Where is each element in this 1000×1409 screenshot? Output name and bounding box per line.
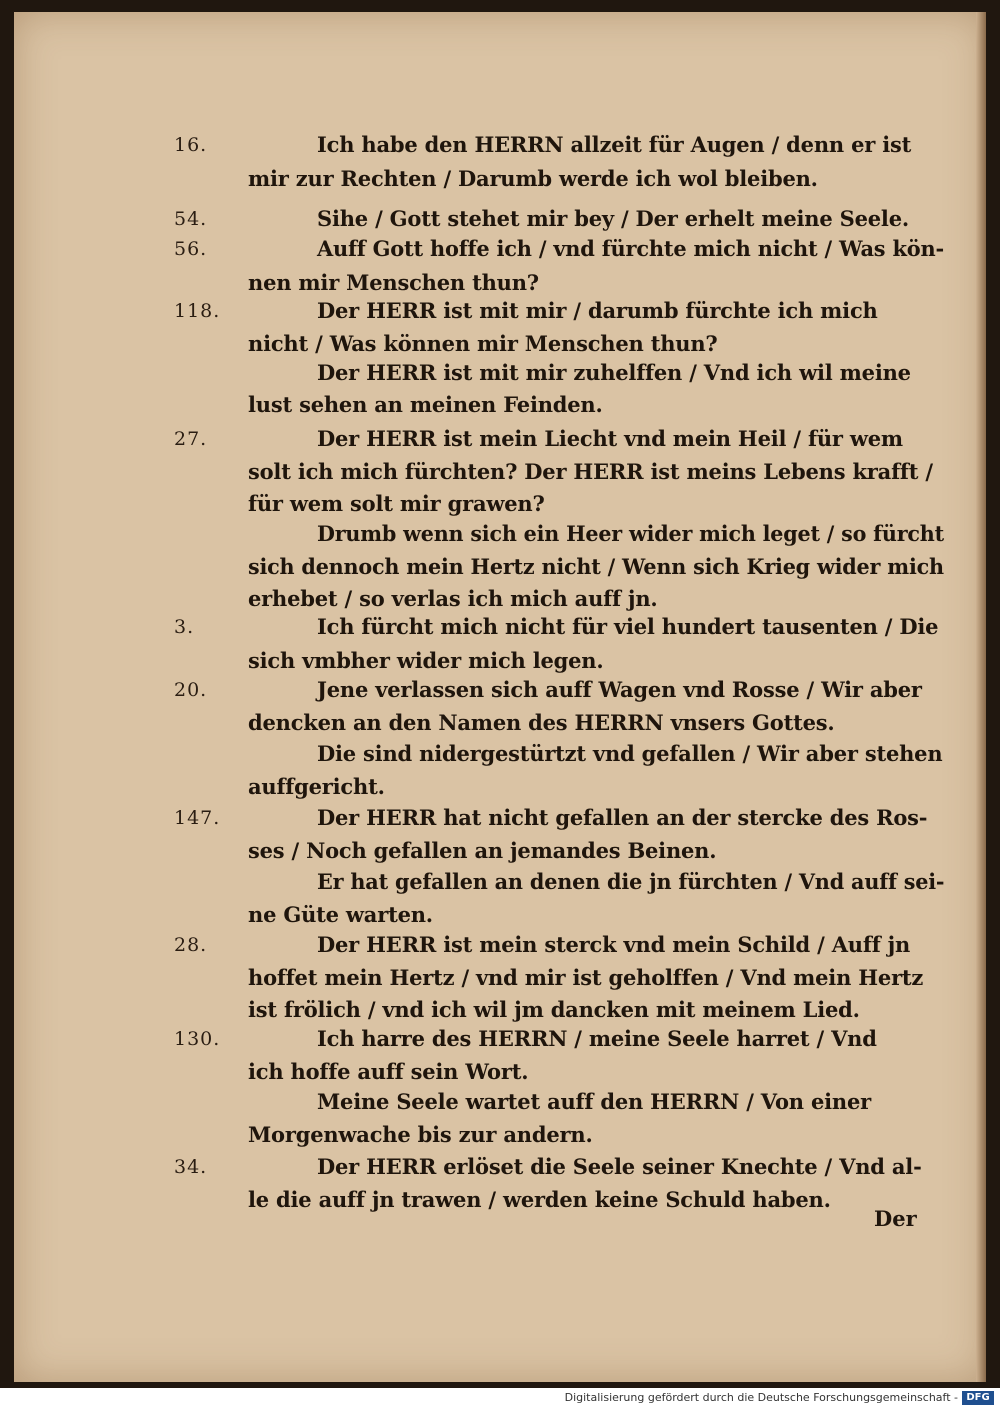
verse-line: Der HERR hat nicht gefallen an der stercke des Ros-	[317, 805, 928, 830]
verse-line: auffgericht.	[248, 774, 385, 799]
verse-line: lust sehen an meinen Feinden.	[248, 392, 603, 417]
verse-line: Sihe / Gott stehet mir bey / Der erhelt meine Seele.	[317, 206, 909, 231]
verse-line: Ich harre des HERRN / meine Seele harret / Vnd	[317, 1026, 877, 1051]
psalm-number: 20.	[174, 679, 208, 701]
verse-line: Morgenwache bis zur andern.	[248, 1122, 593, 1147]
verse-line: nen mir Menschen thun?	[248, 270, 539, 295]
verse-line: sich vmbher wider mich legen.	[248, 648, 604, 673]
verse-line: Er hat gefallen an denen die jn fürchten / Vnd auff sei-	[317, 869, 945, 894]
footer-bar	[0, 1388, 1000, 1409]
verse-line: solt ich mich fürchten? Der HERR ist meins Lebens krafft /	[248, 459, 933, 484]
psalm-number: 34.	[174, 1156, 208, 1178]
verse-line: ich hoffe auff sein Wort.	[248, 1059, 529, 1084]
verse-line: Meine Seele wartet auff den HERRN / Von einer	[317, 1089, 871, 1114]
verse-line: Der HERR erlöset die Seele seiner Knechte / Vnd al-	[317, 1154, 922, 1179]
verse-line: für wem solt mir grawen?	[248, 491, 545, 516]
verse-line: hoffet mein Hertz / vnd mir ist geholffen / Vnd mein Hertz	[248, 965, 924, 990]
verse-line: Ich fürcht mich nicht für viel hundert tausenten / Die	[317, 614, 939, 639]
verse-line: Der HERR ist mit mir zuhelffen / Vnd ich wil meine	[317, 360, 911, 385]
psalm-number: 56.	[174, 238, 208, 260]
verse-line: le die auff jn trawen / werden keine Schuld haben.	[248, 1187, 831, 1212]
page-edge	[976, 12, 986, 1382]
psalm-number: 16.	[174, 134, 208, 156]
psalm-number: 147.	[174, 807, 221, 829]
book-page	[14, 12, 986, 1382]
psalm-number: 130.	[174, 1028, 221, 1050]
verse-line: nicht / Was können mir Menschen thun?	[248, 331, 718, 356]
verse-line: ist frölich / vnd ich wil jm dancken mit meinem Lied.	[248, 997, 860, 1022]
verse-line: Ich habe den HERRN allzeit für Augen / denn er ist	[317, 132, 912, 157]
psalm-number: 118.	[174, 300, 221, 322]
verse-line: ne Güte warten.	[248, 902, 433, 927]
psalm-number: 54.	[174, 208, 208, 230]
dfg-logo: DFG	[962, 1391, 994, 1405]
psalm-number: 27.	[174, 428, 208, 450]
psalm-number: 28.	[174, 934, 208, 956]
verse-line: erhebet / so verlas ich mich auff jn.	[248, 586, 658, 611]
verse-line: Der HERR ist mein sterck vnd mein Schild / Auff jn	[317, 932, 911, 957]
verse-line: Der HERR ist mein Liecht vnd mein Heil / für wem	[317, 426, 903, 451]
verse-line: mir zur Rechten / Darumb werde ich wol bleiben.	[248, 166, 818, 191]
verse-line: Jene verlassen sich auff Wagen vnd Rosse / Wir aber	[317, 677, 922, 702]
verse-line: Drumb wenn sich ein Heer wider mich leget / so fürcht	[317, 521, 944, 546]
verse-line: Auff Gott hoffe ich / vnd fürchte mich nicht / Was kön-	[317, 236, 944, 261]
verse-line: ses / Noch gefallen an jemandes Beinen.	[248, 838, 717, 863]
verse-line: sich dennoch mein Hertz nicht / Wenn sich Krieg wider mich	[248, 554, 944, 579]
catchword: Der	[874, 1206, 917, 1231]
verse-line: dencken an den Namen des HERRN vnsers Gottes.	[248, 710, 835, 735]
footer-credit: Digitalisierung gefördert durch die Deutsche Forschungsgemeinschaft -	[564, 1391, 958, 1404]
verse-line: Die sind nidergestürtzt vnd gefallen / Wir aber stehen	[317, 741, 943, 766]
verse-line: Der HERR ist mit mir / darumb fürchte ich mich	[317, 298, 878, 323]
psalm-number: 3.	[174, 616, 195, 638]
